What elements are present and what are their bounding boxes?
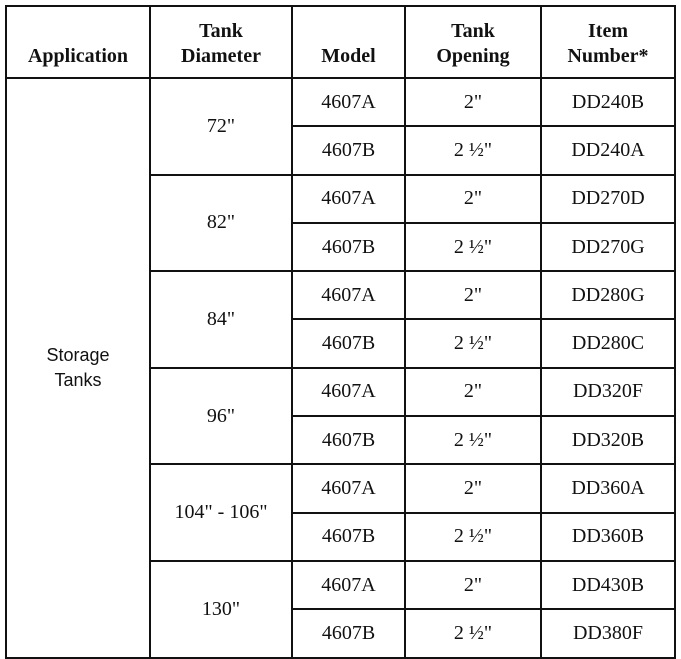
tank-diameter-cell: 104" - 106": [150, 464, 292, 561]
tank-opening-cell: 2 ½": [405, 319, 541, 367]
item-number-cell: DD240A: [541, 126, 675, 174]
model-cell: 4607A: [292, 78, 405, 126]
header-row: [6, 6, 675, 78]
tank-diameter-cell: 82": [150, 175, 292, 272]
header-model: Model: [292, 6, 405, 78]
table-row: [6, 78, 675, 126]
item-number-cell: DD320B: [541, 416, 675, 464]
model-cell: 4607B: [292, 513, 405, 561]
tank-opening-cell: 2 ½": [405, 223, 541, 271]
tank-opening-cell: 2": [405, 78, 541, 126]
item-number-cell: DD280C: [541, 319, 675, 367]
product-spec-table: [5, 5, 676, 659]
tank-diameter-cell: 72": [150, 78, 292, 175]
model-cell: 4607A: [292, 368, 405, 416]
model-cell: 4607B: [292, 319, 405, 367]
header-tank-opening-line-2: Opening: [436, 45, 510, 67]
header-tank-opening: [405, 6, 541, 78]
model-cell: 4607B: [292, 416, 405, 464]
item-number-cell: DD360A: [541, 464, 675, 512]
header-item-number-line-1: Item: [588, 20, 628, 42]
tank-opening-cell: 2 ½": [405, 126, 541, 174]
header-tank-diameter-line-2: Diameter: [181, 45, 261, 67]
tank-diameter-cell: 130": [150, 561, 292, 658]
header-tank-diameter-line-1: Tank: [199, 20, 243, 42]
tank-opening-cell: 2 ½": [405, 513, 541, 561]
header-item-number: [541, 6, 675, 78]
tank-opening-cell: 2": [405, 464, 541, 512]
model-cell: 4607A: [292, 561, 405, 609]
application-cell: [6, 78, 150, 658]
application-line-1: Storage: [46, 344, 110, 365]
model-cell: 4607B: [292, 126, 405, 174]
item-number-cell: DD320F: [541, 368, 675, 416]
header-tank-opening-line-1: Tank: [451, 20, 495, 42]
tank-opening-cell: 2 ½": [405, 609, 541, 657]
tank-opening-cell: 2": [405, 175, 541, 223]
item-number-cell: DD280G: [541, 271, 675, 319]
model-cell: 4607A: [292, 464, 405, 512]
item-number-cell: DD380F: [541, 609, 675, 657]
application-line-2: Tanks: [54, 369, 102, 390]
model-cell: 4607B: [292, 609, 405, 657]
header-application: Application: [6, 6, 150, 78]
tank-opening-cell: 2": [405, 561, 541, 609]
tank-opening-cell: 2": [405, 271, 541, 319]
model-cell: 4607A: [292, 175, 405, 223]
header-tank-diameter: [150, 6, 292, 78]
item-number-cell: DD270G: [541, 223, 675, 271]
item-number-cell: DD360B: [541, 513, 675, 561]
model-cell: 4607B: [292, 223, 405, 271]
tank-diameter-cell: 84": [150, 271, 292, 368]
tank-diameter-cell: 96": [150, 368, 292, 465]
header-item-number-line-2: Number*: [567, 45, 649, 67]
tank-opening-cell: 2": [405, 368, 541, 416]
model-cell: 4607A: [292, 271, 405, 319]
item-number-cell: DD270D: [541, 175, 675, 223]
item-number-cell: DD240B: [541, 78, 675, 126]
item-number-cell: DD430B: [541, 561, 675, 609]
tank-opening-cell: 2 ½": [405, 416, 541, 464]
